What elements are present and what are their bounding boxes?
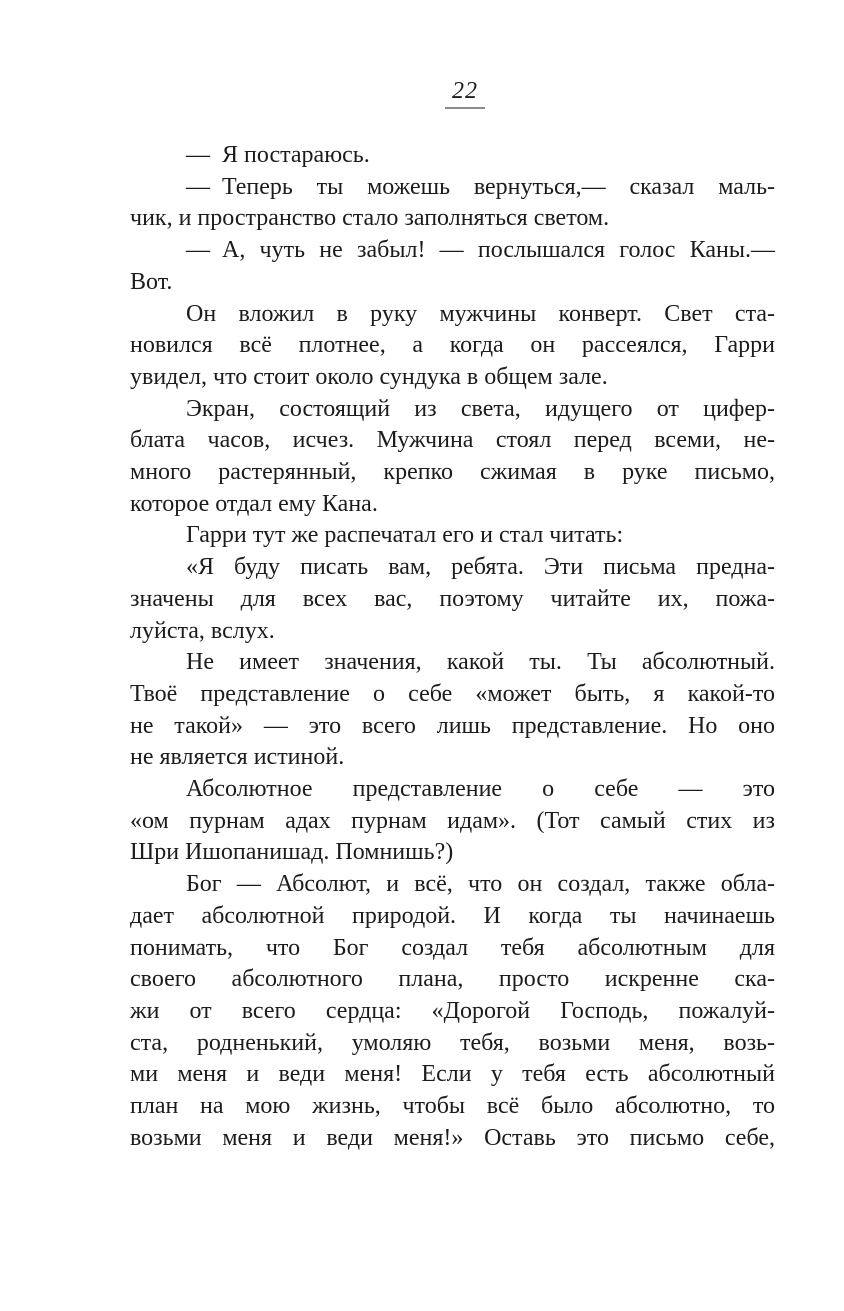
page-number: 22 bbox=[452, 78, 478, 104]
text-line: Бог — Абсолют, и всё, что он создал, также обла- bbox=[186, 871, 775, 898]
page-number-block bbox=[445, 78, 485, 109]
text-line: не является истиной. bbox=[130, 744, 345, 771]
paragraph bbox=[130, 520, 775, 552]
paragraph bbox=[130, 647, 775, 774]
paragraph bbox=[130, 172, 775, 235]
text-line: блата часов, исчез. Мужчина стоял перед всеми, не- bbox=[130, 427, 775, 454]
text-line: план на мою жизнь, чтобы всё было абсолютно, то bbox=[130, 1093, 775, 1120]
text-line: Абсолютное представление о себе — это bbox=[186, 776, 775, 803]
paragraph bbox=[130, 140, 775, 172]
paragraph bbox=[130, 299, 775, 394]
text-line: луйста, вслух. bbox=[130, 617, 275, 644]
text-line: дает абсолютной природой. И когда ты начинаешь bbox=[130, 902, 775, 929]
paragraph bbox=[130, 235, 775, 298]
text-line: ми меня и веди меня! Если у тебя есть абсолютный bbox=[130, 1061, 775, 1088]
text-line: своего абсолютного плана, просто искренне ска- bbox=[130, 966, 775, 993]
text-line: Вот. bbox=[130, 268, 173, 295]
text-line: которое отдал ему Кана. bbox=[130, 490, 378, 517]
paragraph bbox=[130, 394, 775, 521]
text-line: новился всё плотнее, а когда он рассеялся, Гарри bbox=[130, 332, 775, 359]
text-line: — А, чуть не забыл! — послышался голос Каны.— bbox=[186, 237, 775, 264]
text-line: увидел, что стоит около сундука в общем зале. bbox=[130, 363, 608, 390]
text-line: понимать, что Бог создал тебя абсолютным для bbox=[130, 934, 775, 961]
paragraph bbox=[130, 552, 775, 647]
text-line: не такой» — это всего лишь представление. Но оно bbox=[130, 712, 775, 739]
text-line: значены для всех вас, поэтому читайте их, пожа- bbox=[130, 585, 775, 612]
paragraph bbox=[130, 774, 775, 869]
text-line: Твоё представление о себе «может быть, я какой-то bbox=[130, 680, 775, 707]
text-line: Он вложил в руку мужчины конверт. Свет ста- bbox=[186, 300, 775, 327]
text-block bbox=[130, 140, 775, 1155]
text-line: «ом пурнам адах пурнам идам». (Тот самый стих из bbox=[130, 807, 775, 834]
text-line: — Я постараюсь. bbox=[186, 142, 370, 168]
text-line: чик, и пространство стало заполняться светом. bbox=[130, 205, 610, 232]
text-line: много растерянный, крепко сжимая в руке письмо, bbox=[130, 459, 775, 486]
page-number-rule bbox=[445, 107, 485, 109]
paragraph bbox=[130, 869, 775, 1154]
text-line: Не имеет значения, какой ты. Ты абсолютный. bbox=[186, 649, 775, 676]
text-line: жи от всего сердца: «Дорогой Господь, пожалуй- bbox=[130, 997, 775, 1024]
text-line: ста, родненький, умоляю тебя, возьми меня, возь- bbox=[130, 1029, 775, 1056]
text-line: Шри Ишопанишад. Помнишь?) bbox=[130, 839, 454, 866]
text-line: возьми меня и веди меня!» Оставь это письмо себе, bbox=[130, 1124, 775, 1151]
text-line: Гарри тут же распечатал его и стал читать: bbox=[186, 522, 624, 549]
text-line: «Я буду писать вам, ребята. Эти письма предна- bbox=[186, 554, 775, 581]
text-line: — Теперь ты можешь вернуться,— сказал маль- bbox=[186, 173, 775, 200]
text-line: Экран, состоящий из света, идущего от цифер- bbox=[186, 395, 775, 422]
